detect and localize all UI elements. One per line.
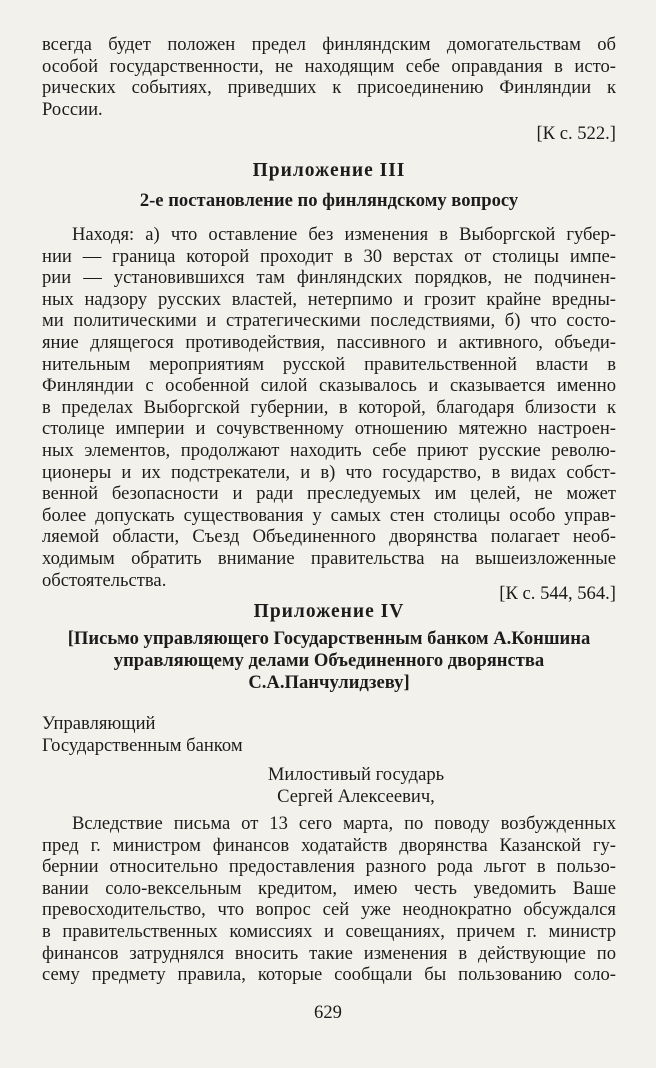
text-line: ходимым обратить внимание правительства на вышеизложенные <box>42 547 616 569</box>
appendix-4-heading <box>42 628 616 694</box>
text-line: превосходительство, что вопрос сей уже неоднократно обсуждался <box>42 899 616 921</box>
heading-line: управляющему делами Объединенного дворянства <box>113 650 545 671</box>
appendix-3-title: Приложение III <box>252 160 406 181</box>
text-line: ляемой области, Съезд Объединенного дворянства полагает необ- <box>42 526 616 548</box>
heading-line: С.А.Панчулидзеву] <box>248 672 410 693</box>
text-line: яние длящегося противодействия, пассивного и активного, объеди- <box>42 331 616 353</box>
reference-note: [К с. 522.] <box>536 123 616 144</box>
reference-note: [К с. 544, 564.] <box>499 583 616 604</box>
text-line: в пределах Выборгской губернии, в которой, благодаря близости к <box>42 396 616 418</box>
text-line: Вследствие письма от 13 сего марта, по поводу возбужденных <box>72 813 616 834</box>
continuation-paragraph <box>42 34 616 120</box>
text-line: ных надзору русских властей, нетерпимо и грозит крайне вредны- <box>42 288 616 310</box>
text-line: особой государственности, не находящим себе оправдания в исто- <box>42 55 616 77</box>
text-line: ционеры и их подстрекатели, и в) что государство, в видах собст- <box>42 461 616 483</box>
text-line: сему предмету правила, которые сообщали бы пользованию соло- <box>42 964 616 986</box>
text-line: нии — граница которой проходит в 30 верстах от столицы импе- <box>42 245 616 267</box>
text-line: столице империи и сочувственному отношению мятежно настроен- <box>42 418 616 440</box>
text-line: ми политическими и стратегическими последствиями, б) что состо- <box>42 310 616 332</box>
text-line: обстоятельства. <box>42 569 167 591</box>
text-line: России. <box>42 98 103 120</box>
salutation-line: Милостивый государь <box>267 764 445 785</box>
text-line: финансов затруднялся вносить такие изменения в действующие по <box>42 942 616 964</box>
letter-text <box>42 813 616 986</box>
continuation-text <box>42 34 616 120</box>
text-line: рии — установившихся там финляндских порядков, не подчинен- <box>42 267 616 289</box>
text-line: пред г. министром финансов ходатайств дворянства Казанской гу- <box>42 834 616 856</box>
appendix-3-text <box>42 224 616 591</box>
salutation-block <box>236 764 476 808</box>
appendix-4-title: Приложение IV <box>253 601 405 622</box>
text-line: более допускать существования у самых стен столицы особо управ- <box>42 504 616 526</box>
text-line: в правительственных комиссиях и совещаниях, причем г. министр <box>42 920 616 942</box>
text-line: ных элементов, продолжают находить себе приют русские револю- <box>42 439 616 461</box>
text-line: всегда будет положен предел финляндским домогательствам об <box>42 34 616 55</box>
text-line: венной безопасности и ради преследуемых им целей, не может <box>42 483 616 505</box>
text-line: Находя: а) что оставление без изменения в Выборгской губер- <box>72 224 616 245</box>
text-line: вании соло-вексельным кредитом, имею честь уведомить Ваше <box>42 877 616 899</box>
text-line: Финляндии с особенной силой сказывалось и сказывается именно <box>42 375 616 397</box>
sender-line: Управляющий <box>42 713 156 734</box>
text-line: бернии относительно предоставления разного рода льгот в пользо- <box>42 856 616 878</box>
sender-block <box>42 713 616 757</box>
sender-line: Государственным банком <box>42 735 243 756</box>
text-line: нительным мероприятиям русской правительственной власти в <box>42 353 616 375</box>
appendix-3-paragraph <box>42 224 616 591</box>
letter-paragraph <box>42 813 616 986</box>
heading-line: [Письмо управляющего Государственным банком А.Коншина <box>67 628 591 649</box>
text-line: рических событиях, приведших к присоединению Финляндии к <box>42 77 616 99</box>
page-number: 629 <box>314 1002 342 1023</box>
salutation-line: Сергей Алексеевич, <box>277 786 435 807</box>
appendix-3-subtitle: 2-е постановление по финляндскому вопросу <box>139 190 519 211</box>
